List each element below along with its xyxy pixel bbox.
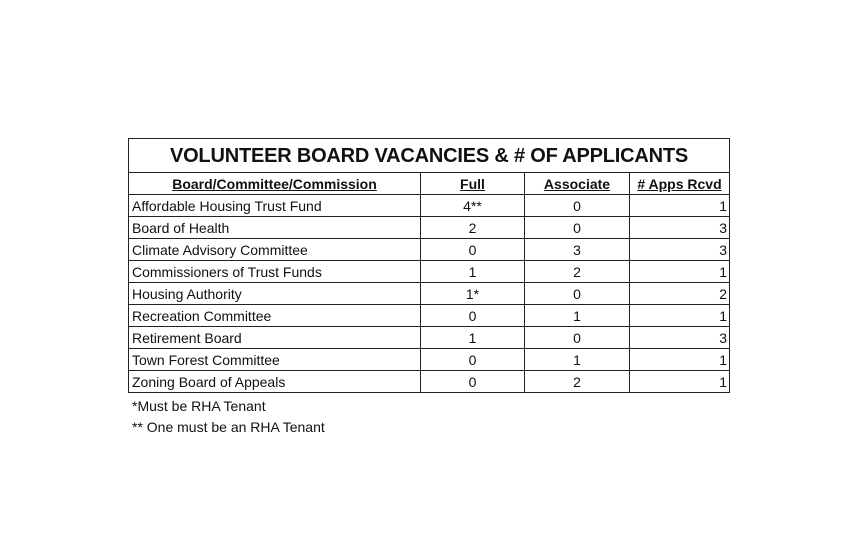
apps-cell: 3 [630,327,730,349]
footnote-one-rha-tenant: ** One must be an RHA Tenant [132,419,325,435]
full-cell: 0 [421,305,525,327]
associate-cell: 0 [525,195,630,217]
table-row [129,349,730,371]
associate-cell: 1 [525,349,630,371]
table-row [129,195,730,217]
apps-cell: 1 [630,261,730,283]
table-row [129,261,730,283]
board-name-cell: Zoning Board of Appeals [129,371,421,393]
board-name-cell: Housing Authority [129,283,421,305]
header-full: Full [421,173,525,195]
header-apps-received: # Apps Rcvd [630,173,730,195]
vacancy-table [128,138,730,393]
board-name-cell: Climate Advisory Committee [129,239,421,261]
table-row [129,371,730,393]
table-row [129,305,730,327]
full-cell: 1 [421,261,525,283]
apps-cell: 3 [630,217,730,239]
associate-cell: 0 [525,327,630,349]
table-title: VOLUNTEER BOARD VACANCIES & # OF APPLICANTS [129,139,730,173]
table-row [129,239,730,261]
associate-cell: 2 [525,261,630,283]
apps-cell: 1 [630,349,730,371]
associate-cell: 2 [525,371,630,393]
full-cell: 1 [421,327,525,349]
full-cell: 2 [421,217,525,239]
associate-cell: 0 [525,283,630,305]
full-cell: 0 [421,371,525,393]
associate-cell: 0 [525,217,630,239]
board-name-cell: Board of Health [129,217,421,239]
apps-cell: 1 [630,195,730,217]
apps-cell: 1 [630,305,730,327]
header-associate: Associate [525,173,630,195]
associate-cell: 3 [525,239,630,261]
full-cell: 0 [421,239,525,261]
table-row [129,327,730,349]
title-row [129,139,730,173]
apps-cell: 1 [630,371,730,393]
full-cell: 4** [421,195,525,217]
board-name-cell: Town Forest Committee [129,349,421,371]
apps-cell: 3 [630,239,730,261]
board-name-cell: Retirement Board [129,327,421,349]
full-cell: 0 [421,349,525,371]
apps-cell: 2 [630,283,730,305]
table-row [129,217,730,239]
board-name-cell: Affordable Housing Trust Fund [129,195,421,217]
full-cell: 1* [421,283,525,305]
board-name-cell: Commissioners of Trust Funds [129,261,421,283]
table-row [129,283,730,305]
header-board: Board/Committee/Commission [129,173,421,195]
board-name-cell: Recreation Committee [129,305,421,327]
header-row [129,173,730,195]
associate-cell: 1 [525,305,630,327]
footnote-rha-tenant: *Must be RHA Tenant [132,398,266,414]
